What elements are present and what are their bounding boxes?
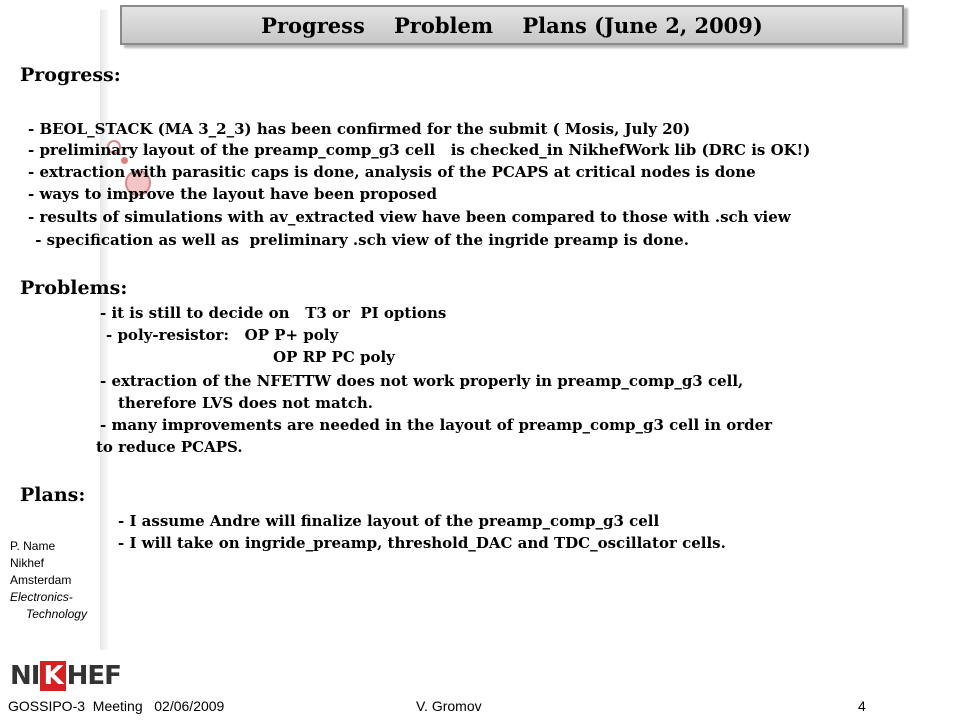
- logo-text-mid: K: [40, 661, 65, 691]
- author-name: P. Name: [10, 539, 56, 553]
- problems-item: - extraction of the NFETTW does not work properly in preamp_comp_g3 cell,: [100, 372, 744, 390]
- problems-item: - it is still to decide on T3 or PI options: [100, 304, 447, 322]
- logo-text-right: HEF: [66, 661, 121, 691]
- problems-item: - poly-resistor: OP P+ poly: [106, 326, 339, 344]
- footer-author: V. Gromov: [416, 698, 482, 714]
- plans-item: - I assume Andre will finalize layout of the preamp_comp_g3 cell: [118, 512, 660, 530]
- author-dept: Technology: [26, 607, 87, 621]
- progress-item: - ways to improve the layout have been proposed: [28, 185, 438, 203]
- problems-item: therefore LVS does not match.: [118, 394, 373, 412]
- footer-page-number: 4: [858, 698, 866, 714]
- problems-item: OP RP PC poly: [273, 348, 395, 366]
- problems-item: to reduce PCAPS.: [96, 438, 243, 456]
- progress-item: - results of simulations with av_extracted view have been compared to those with .sch view: [28, 208, 791, 226]
- progress-heading: Progress:: [20, 64, 121, 86]
- author-org: Nikhef: [10, 556, 45, 570]
- footer-meeting: GOSSIPO-3 Meeting 02/06/2009: [8, 698, 225, 714]
- author-dept: Electronics-: [10, 590, 73, 604]
- progress-item: - extraction with parasitic caps is done, analysis of the PCAPS at critical nodes is done: [28, 163, 756, 181]
- author-city: Amsterdam: [10, 573, 72, 587]
- progress-item: - preliminary layout of the preamp_comp_g3 cell is checked_in NikhefWork lib (DRC is OK!): [28, 141, 811, 159]
- slide-title-box: [120, 5, 904, 45]
- progress-item: - specification as well as preliminary .sch view of the ingride preamp is done.: [30, 231, 689, 249]
- plans-heading: Plans:: [20, 484, 86, 506]
- progress-item: - BEOL_STACK (MA 3_2_3) has been confirmed for the submit ( Mosis, July 20): [28, 120, 691, 138]
- plans-item: - I will take on ingride_preamp, threshold_DAC and TDC_oscillator cells.: [118, 534, 726, 552]
- nikhef-logo: [10, 660, 121, 692]
- slide-title: Progress Problem Plans (June 2, 2009): [261, 13, 763, 38]
- problems-heading: Problems:: [20, 277, 128, 299]
- logo-text-left: NI: [10, 661, 40, 691]
- author-sidebar: [10, 538, 87, 623]
- problems-item: - many improvements are needed in the layout of preamp_comp_g3 cell in order: [100, 416, 773, 434]
